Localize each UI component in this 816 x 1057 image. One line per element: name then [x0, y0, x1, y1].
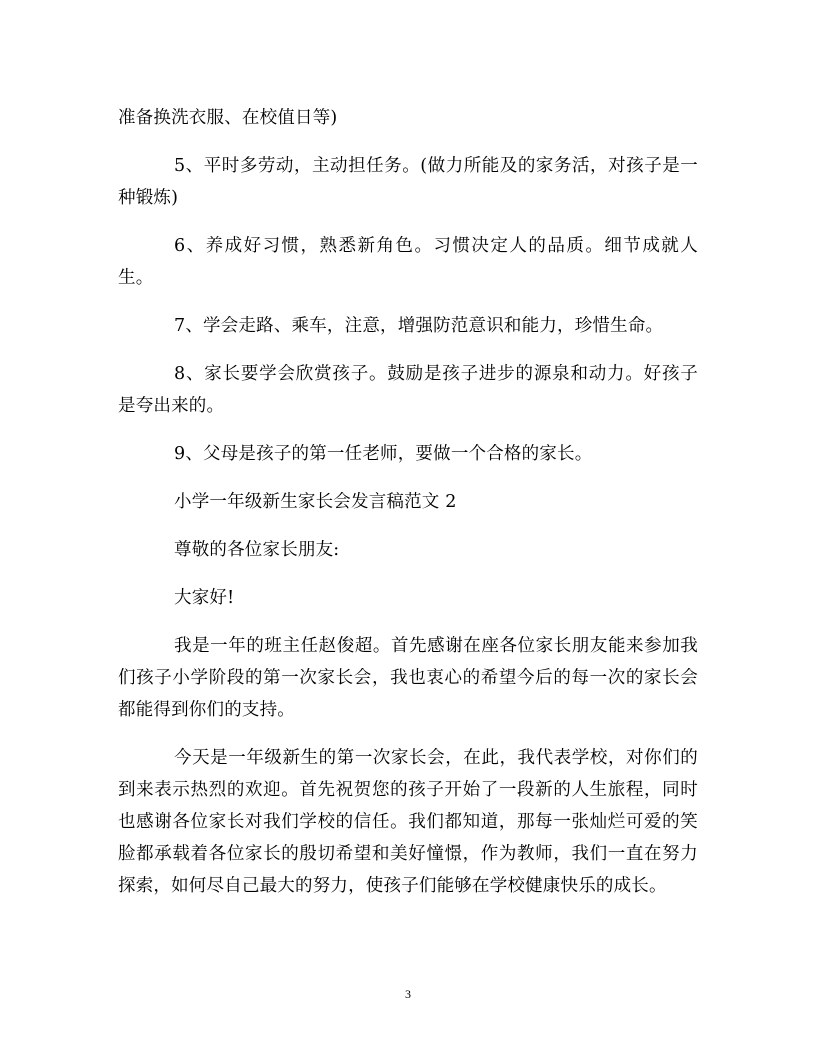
- paragraph-welcome: 今天是一年级新生的第一次家长会，在此，我代表学校，对你们的到来表示热烈的欢迎。首先祝贺您的孩子开始了一段新的人生旅程，同时也感谢各位家长对我们学校的信任。我们都知道，那每一张灿烂可爱的笑脸都承载着各位家长的殷切希望和美好憧憬，作为教师，我们一直在努力探索，如何尽自己最大的努力，使孩子们能够在学校健康快乐的成长。: [118, 748, 698, 896]
- greeting: 大家好!: [174, 588, 235, 608]
- section-heading: 小学一年级新生家长会发言稿范文 2: [174, 492, 457, 512]
- page-number: 3: [405, 987, 411, 1001]
- paragraph-item-9: 9、父母是孩子的第一任老师，要做一个合格的家长。: [174, 444, 593, 464]
- paragraph-introduction: 我是一年的班主任赵俊超。首先感谢在座各位家长朋友能来参加我们孩子小学阶段的第一次家长会，我也衷心的希望今后的每一次的家长会都能得到你们的支持。: [118, 636, 698, 720]
- paragraph-continuation: 准备换洗衣服、在校值日等): [118, 108, 338, 128]
- document-body: [118, 102, 698, 902]
- salutation: 尊敬的各位家长朋友:: [174, 540, 340, 560]
- paragraph-item-7: 7、学会走路、乘车，注意，增强防范意识和能力，珍惜生命。: [174, 316, 664, 336]
- paragraph-item-8: 8、家长要学会欣赏孩子。鼓励是孩子进步的源泉和动力。好孩子是夸出来的。: [118, 364, 698, 416]
- paragraph-item-5: 5、平时多劳动，主动担任务。(做力所能及的家务活，对孩子是一种锻炼): [118, 156, 698, 208]
- paragraph-item-6: 6、养成好习惯，熟悉新角色。习惯决定人的品质。细节成就人生。: [118, 236, 698, 288]
